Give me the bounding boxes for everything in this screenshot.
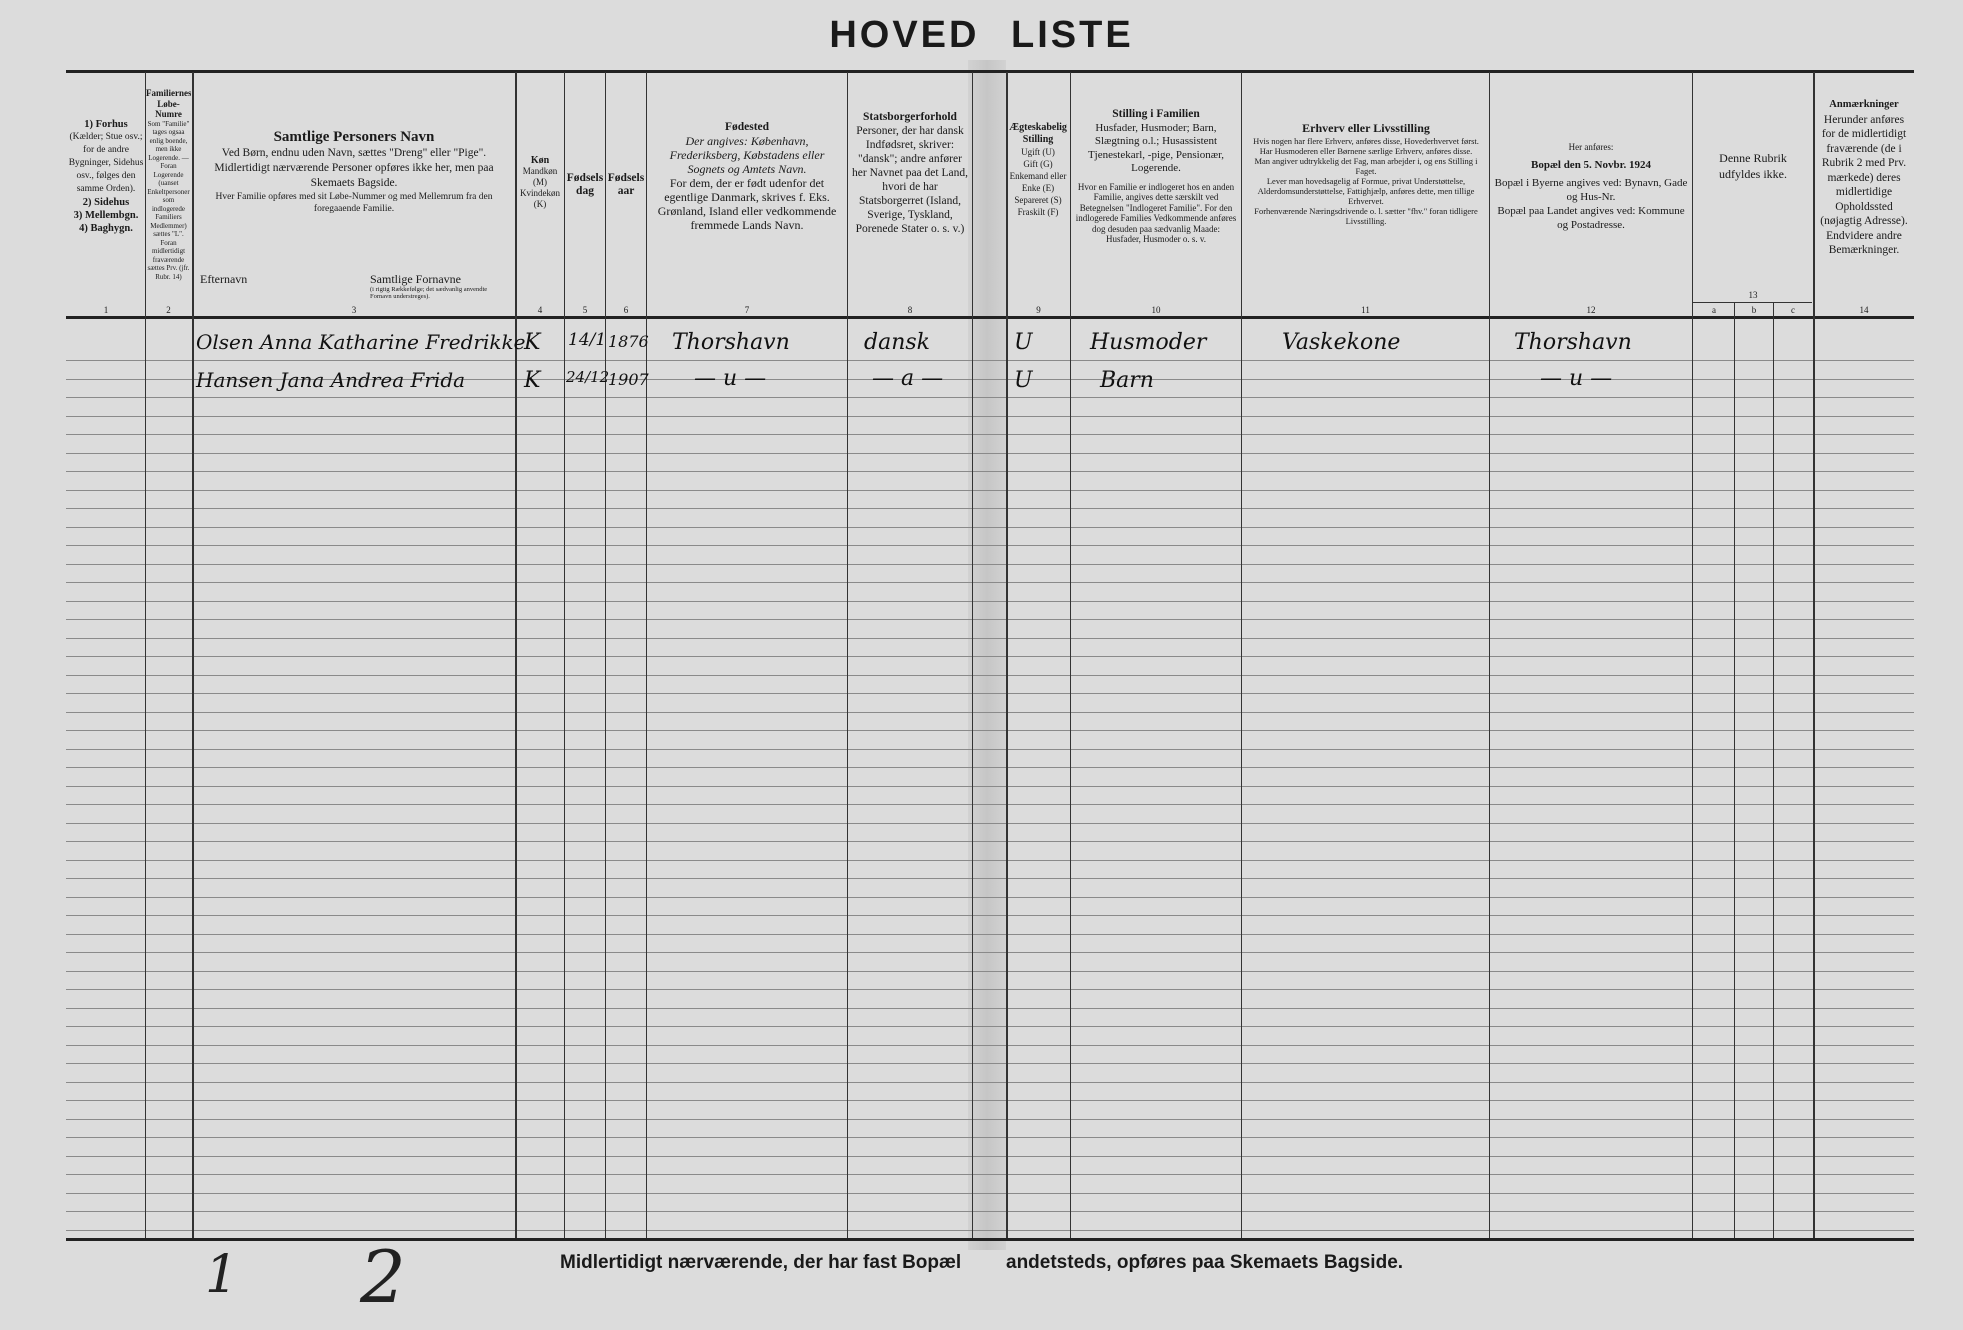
col2-head: Familiernes Løbe-Numre (146, 88, 191, 119)
row-rule (66, 952, 1914, 953)
row1-citizenship: dansk (864, 330, 930, 355)
col3-head: Samtlige Personers Navn (273, 129, 435, 145)
col-number: 14 (1859, 305, 1869, 315)
col-divider (646, 72, 647, 1238)
col13-line: Denne Rubrik udfyldes ikke. (1719, 151, 1787, 181)
row-rule (66, 897, 1914, 898)
col8-header (850, 110, 970, 310)
col-divider (605, 72, 606, 1238)
col-divider (972, 72, 973, 1238)
row-rule (66, 1211, 1914, 1212)
row-rule (66, 934, 1914, 935)
col7-line: For dem, der er født udenfor det egentlige Danmark, skrives f. Eks. Grønland, Island eller vedkommende fremmede Lands Navn. (657, 176, 837, 232)
col11-line: Lever man hovedsagelig af Formue, privat Understøttelse, Alderdomsunderstøttelse, Fattighjælp, anføres dette, men tillige Erhvervet. (1257, 176, 1475, 206)
col14-line: Herunder anføres for de midlertidigt fraværende (de i Rubrik 2 med Prv. mærkede) deres midlertidige Opholdssted (nøjagtig Adresse). Endvidere andre Bemærkninger. (1820, 113, 1908, 256)
col7-head: Fødested (724, 121, 770, 133)
row-rule (66, 1156, 1914, 1157)
col12-line: Bopæl paa Landet angives ved: Kommune og Postadresse. (1497, 205, 1685, 231)
row1-sex: K (524, 330, 541, 355)
row-rule (66, 1063, 1914, 1064)
row-rule (66, 767, 1914, 768)
col3-firstname-note: (i rigtig Rækkefølge; det sædvanlig anvendte Fornavn understreges). (370, 286, 488, 300)
col1-note: (Kælder; Stue osv.; for de andre Bygninger, Sidehus osv., følges den samme Orden). (68, 132, 144, 194)
row-rule (66, 638, 1914, 639)
col1-mellembgn: 3) Mellembgn. (73, 210, 139, 221)
col12-line: Bopæl i Byerne angives ved: Bynavn, Gade og Hus-Nr. (1494, 177, 1688, 203)
row-rule (66, 434, 1914, 435)
col-divider (847, 72, 848, 1238)
col-number: 13 (1748, 290, 1758, 300)
row-rule (66, 1045, 1914, 1046)
row-rule (66, 878, 1914, 879)
col1-header (68, 118, 144, 318)
col9-line: Separeret (S) (1014, 195, 1062, 205)
row2-residence: — u — (1540, 366, 1613, 391)
row-rule (66, 471, 1914, 472)
col1-baghygn: 4) Baghygn. (79, 223, 133, 234)
col-number: 7 (744, 305, 750, 315)
col8-head: Statsborgerforhold (863, 111, 957, 123)
col1-sidehus: 2) Sidehus (82, 197, 130, 208)
row-rule (66, 730, 1914, 731)
row-rule (66, 601, 1914, 602)
col4-header (517, 155, 563, 355)
row-rule (66, 527, 1914, 528)
row1-marital: U (1014, 330, 1033, 355)
col5-head: Fødselsdag (566, 172, 604, 197)
col-number: 3 (351, 305, 357, 315)
row1-occupation: Vaskekone (1282, 330, 1401, 355)
col-number: 11 (1361, 305, 1370, 315)
row2-marital: U (1014, 368, 1033, 393)
col13-sub-a: a (1712, 305, 1716, 315)
page-mark-1: 1 (205, 1245, 239, 1305)
col-number: 2 (166, 305, 171, 315)
col14-header (1817, 98, 1911, 298)
row1-name: Olsen Anna Katharine Fredrikke (196, 330, 526, 354)
col4-head: Køn (530, 155, 550, 166)
col9-head: Ægteskabelig Stilling (1009, 122, 1067, 145)
row2-birthday: 24/12 (566, 368, 610, 386)
row-rule (66, 1230, 1914, 1231)
col7-header (650, 120, 844, 320)
bottom-rule (66, 1238, 1914, 1241)
col9-line: Enkemand eller Enke (E) (1009, 171, 1067, 193)
top-rule (66, 70, 1914, 73)
col-divider (192, 72, 194, 1238)
row1-birthday: 14/1 (568, 330, 607, 350)
col9-line: Gift (G) (1023, 159, 1053, 169)
row-rule (66, 749, 1914, 750)
col12-head: Her anføres: (1568, 142, 1614, 152)
row1-residence: Thorshavn (1514, 330, 1632, 355)
row-rule (66, 823, 1914, 824)
row2-sex: K (524, 368, 541, 393)
col-divider (1692, 72, 1693, 1238)
page-mark-2: 2 (360, 1235, 406, 1319)
row-rule (66, 397, 1914, 398)
col11-header (1245, 120, 1487, 320)
col2-note: Som "Familie" tages ogsaa enlig boende, men ikke Logerende. — Foran Logerende (uanset Enkeltpersoner som indlogerede Familiers Medlemmer) sættes "L". Foran midlertidigt fraværende sættes Prv. (jfr. Rubr. 14) (147, 119, 190, 281)
row-rule (66, 712, 1914, 713)
row-rule (66, 1119, 1914, 1120)
row-rule (66, 804, 1914, 805)
col-number: 4 (537, 305, 543, 315)
row-rule (66, 582, 1914, 583)
row-rule (66, 490, 1914, 491)
col3-line: Hver Familie opføres med sit Løbe-Nummer og med Mellemrum fra den foregaaende Familie. (215, 192, 493, 214)
col-divider (1813, 72, 1815, 1238)
col3-line: Ved Børn, endnu uden Navn, sættes "Dreng" eller "Pige". (221, 147, 487, 159)
col-number: 10 (1151, 305, 1161, 315)
row-rule (66, 1193, 1914, 1194)
col10-line: Hvor en Familie er indlogeret hos en anden Familie, angives dette særskilt ved Betegnelsen "Indlogeret Familie". For den indlogerede Families Vedkommende anføres dog desuden paa sædvanlig Maade: Husfader, Husmoder o. s. v. (1075, 181, 1237, 244)
col3-firstname-label: Samtlige Fornavne (370, 272, 461, 286)
col-number: 12 (1586, 305, 1596, 315)
col-number: 1 (103, 305, 109, 315)
col9-line: Ugift (U) (1021, 147, 1055, 157)
row-rule (66, 1008, 1914, 1009)
col11-line: Hvis nogen har flere Erhverv, anføres disse, Hovederhvervet først. (1253, 136, 1479, 146)
col9-header (1008, 122, 1068, 322)
row-rule (66, 564, 1914, 565)
col1-forhus: 1) Forhus (84, 119, 128, 130)
col-divider (1489, 72, 1490, 1238)
col11-line: Man angiver udtrykkelig det Fag, man arbejder i, og ens Stilling i Faget. (1254, 156, 1478, 176)
row-rule (66, 1082, 1914, 1083)
row-rule (66, 860, 1914, 861)
row-rule (66, 675, 1914, 676)
footer-text-right: andetsteds, opføres paa Skemaets Bagside. (1006, 1252, 1404, 1273)
footer-text-left: Midlertidigt nærværende, der har fast Bopæl (560, 1252, 962, 1273)
col-number: 8 (907, 305, 913, 315)
col11-line: Har Husmoderen eller Børnene særlige Erhverv, anføres disse. (1259, 146, 1473, 156)
row1-birthplace: Thorshavn (672, 330, 790, 355)
col7-line: Der angives: København, Frederiksberg, Købstadens eller Sognets og Amtets Navn. (669, 134, 825, 176)
col10-header (1074, 108, 1238, 308)
col11-line: Forhenværende Næringsdrivende o. l. sætter "fhv." foran tidligere Livsstilling. (1254, 206, 1478, 226)
col11-head: Erhverv eller Livsstilling (1302, 121, 1430, 135)
row-rule (66, 656, 1914, 657)
row1-family-position: Husmoder (1090, 330, 1207, 355)
row-rule (66, 693, 1914, 694)
col4-line: Mandkøn (M) (522, 166, 558, 187)
col4-line: Kvindekøn (K) (520, 188, 560, 209)
col3-line: Midlertidigt nærværende Personer opføres ikke her, men paa Skemaets Bagside. (214, 162, 494, 189)
row-rule (66, 545, 1914, 546)
row1-year: 1876 (608, 332, 649, 351)
row-rule (66, 1174, 1914, 1175)
col9-line: Fraskilt (F) (1017, 207, 1059, 217)
col-divider (564, 72, 565, 1238)
row-rule (66, 915, 1914, 916)
row2-name: Hansen Jana Andrea Frida (196, 368, 466, 392)
col6-head: Fødselsaar (607, 172, 645, 197)
row2-citizenship: — a — (872, 366, 944, 391)
col-number: 5 (582, 305, 588, 315)
row-rule (66, 841, 1914, 842)
row-rule (66, 416, 1914, 417)
col12-line: Bopæl den 5. Novbr. 1924 (1530, 159, 1651, 171)
page-fold (968, 60, 1006, 1250)
row-rule (66, 619, 1914, 620)
col3-surname-label: Efternavn (200, 272, 248, 286)
col10-line: Husfader, Husmoder; Barn, Slægtning o.l.; Husassistent Tjenestekarl, -pige, Pensionær, Logerende. (1087, 121, 1225, 174)
col13-sub-c: c (1791, 305, 1795, 315)
row-rule (66, 1026, 1914, 1027)
col-divider (1734, 302, 1735, 1238)
row2-family-position: Barn (1100, 368, 1154, 393)
row-rule (66, 1137, 1914, 1138)
row-rule (66, 989, 1914, 990)
row2-year: 1907 (608, 370, 649, 389)
row-rule (66, 971, 1914, 972)
row2-birthplace: — u — (694, 366, 767, 391)
col13-sub-b: b (1751, 305, 1757, 315)
row-rule (66, 360, 1914, 361)
row-rule (66, 453, 1914, 454)
row-rule (66, 786, 1914, 787)
col-divider (1773, 302, 1774, 1238)
col13-header (1718, 150, 1788, 350)
col-number: 9 (1036, 305, 1041, 315)
col14-head: Anmærkninger (1829, 99, 1899, 110)
col2-header (146, 88, 191, 300)
col-number: 6 (623, 305, 629, 315)
col-divider (1070, 72, 1071, 1238)
row-rule (66, 1100, 1914, 1101)
col8-line: Personer, der har dansk Indfødsret, skriver: "dansk"; andre anfører her Navnet paa det Land, hvori de har Statsborgerret (Island, Sverige, Tyskland, Porenede Stater o. s. v.) (852, 125, 968, 235)
col10-head: Stilling i Familien (1112, 108, 1200, 120)
row-rule (66, 508, 1914, 509)
col-divider (1241, 72, 1242, 1238)
page-title: HOVED LISTE (829, 14, 1134, 56)
